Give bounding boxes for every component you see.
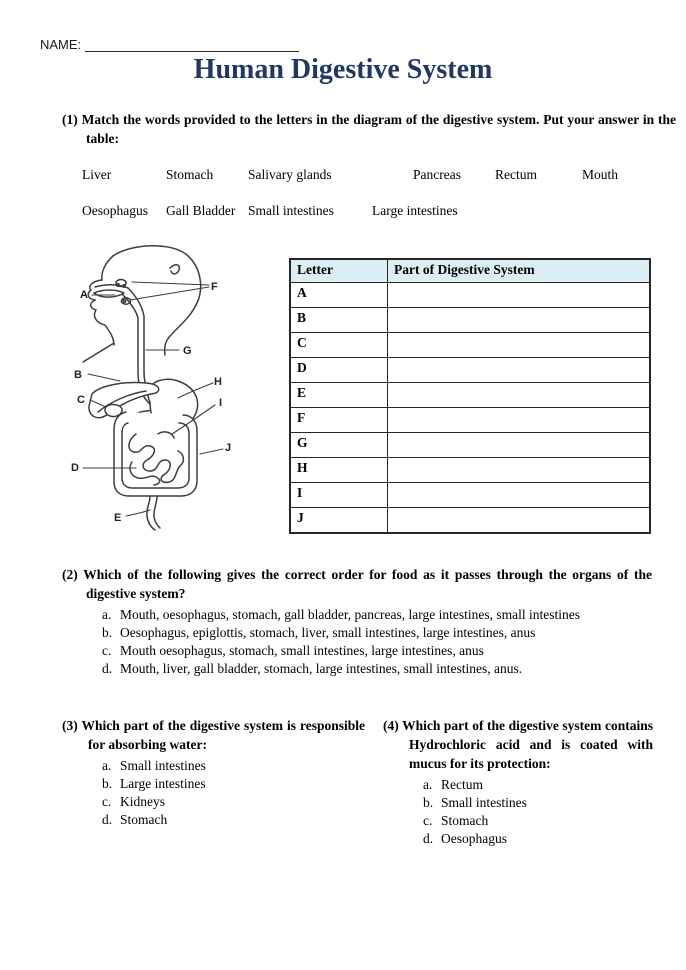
page-title: Human Digestive System (193, 54, 493, 85)
diagram-label-j: J (225, 442, 232, 454)
option-row (383, 794, 653, 812)
word-bank-item: Mouth (582, 167, 619, 182)
diagram-label-c: C (77, 394, 85, 406)
table-row (291, 433, 650, 458)
option-text: Small intestines (120, 758, 206, 773)
answer-cell[interactable] (388, 333, 650, 358)
option-row (62, 811, 365, 829)
question3-heading (62, 716, 365, 754)
option-text: Large intestines (120, 776, 206, 791)
question1-number: (1) (62, 112, 78, 127)
question2-number: (2) (62, 567, 78, 582)
question2-text: Which of the following gives the correct order for food as it passes through the organs of the digestive system? (83, 567, 652, 601)
question2-options (62, 606, 652, 678)
letter-cell: D (291, 358, 388, 383)
name-blank-line[interactable] (85, 39, 299, 52)
question3-number: (3) (62, 718, 78, 733)
question1-text: Match the words provided to the letters in the diagram of the digestive system. Put your answer in the table: (81, 112, 677, 146)
option-text: Mouth oesophagus, stomach, small intestines, large intestines, anus (120, 643, 484, 658)
letter-cell: E (291, 383, 388, 408)
table-header-part: Part of Digestive System (388, 260, 650, 283)
option-row (62, 660, 652, 678)
option-row (62, 793, 365, 811)
diagram-label-b: B (74, 369, 82, 381)
large-intestine-shape (114, 412, 197, 496)
word-bank-item: Pancreas (413, 167, 461, 182)
option-text: Small intestines (441, 795, 527, 810)
answer-cell[interactable] (388, 433, 650, 458)
question4-options (383, 776, 653, 848)
table-header-row (291, 260, 650, 283)
answer-cell[interactable] (388, 408, 650, 433)
table-row (291, 308, 650, 333)
name-label: NAME: (40, 37, 82, 52)
option-letter: d. (102, 812, 113, 827)
question3 (62, 716, 365, 829)
option-text: Oesophagus, epiglottis, stomach, liver, small intestines, large intestines, anus (120, 625, 536, 640)
option-letter: c. (423, 813, 433, 828)
letter-cell: G (291, 433, 388, 458)
table-row (291, 458, 650, 483)
question1-heading (62, 110, 676, 148)
option-letter: c. (102, 794, 112, 809)
diagram-label-i: I (219, 397, 223, 409)
letter-cell: C (291, 333, 388, 358)
option-row (62, 642, 652, 660)
answer-cell[interactable] (388, 483, 650, 508)
letter-cell: F (291, 408, 388, 433)
question4-number: (4) (383, 718, 399, 733)
table-row (291, 283, 650, 308)
answer-cell[interactable] (388, 383, 650, 408)
diagram-label-f: F (211, 281, 218, 293)
question2 (62, 565, 652, 678)
option-text: Stomach (441, 813, 489, 828)
option-letter: b. (102, 625, 113, 640)
option-letter: c. (102, 643, 112, 658)
table-row (291, 483, 650, 508)
option-row (62, 757, 365, 775)
diagram-label-e: E (114, 512, 122, 524)
letter-cell: I (291, 483, 388, 508)
letter-cell: B (291, 308, 388, 333)
option-text: Rectum (441, 777, 483, 792)
letter-cell: A (291, 283, 388, 308)
option-text: Kidneys (120, 794, 165, 809)
word-bank-item: Large intestines (372, 203, 458, 218)
question4-text: Which part of the digestive system contains Hydrochloric acid and is coated with mucus for its protection: (402, 718, 653, 771)
option-row (383, 812, 653, 830)
diagram-label-g: G (183, 345, 192, 357)
option-row (62, 775, 365, 793)
table-row (291, 358, 650, 383)
question2-heading (62, 565, 652, 603)
answer-cell[interactable] (388, 458, 650, 483)
table-row (291, 383, 650, 408)
table-row (291, 333, 650, 358)
option-letter: a. (423, 777, 433, 792)
option-row (62, 606, 652, 624)
letter-cell: H (291, 458, 388, 483)
question4 (383, 716, 653, 848)
option-row (62, 624, 652, 642)
diagram-label-a: A (80, 289, 88, 301)
diagram-label-d: D (71, 462, 79, 474)
question3-text: Which part of the digestive system is responsible for absorbing water: (81, 718, 365, 752)
option-letter: d. (423, 831, 434, 846)
table-header-letter: Letter (291, 260, 388, 283)
table-row (291, 408, 650, 433)
option-letter: b. (423, 795, 434, 810)
word-bank-item: Salivary glands (248, 167, 332, 182)
option-letter: b. (102, 776, 113, 791)
question3-options (62, 757, 365, 829)
answer-cell[interactable] (388, 358, 650, 383)
word-bank-item: Gall Bladder (166, 203, 236, 218)
word-bank-item: Oesophagus (82, 203, 148, 218)
answer-cell[interactable] (388, 308, 650, 333)
option-text: Oesophagus (441, 831, 507, 846)
answer-cell[interactable] (388, 283, 650, 308)
option-row (383, 776, 653, 794)
option-letter: d. (102, 661, 113, 676)
word-bank-item: Rectum (495, 167, 537, 182)
option-letter: a. (102, 758, 112, 773)
word-bank-item: Small intestines (248, 203, 334, 218)
word-bank-item: Stomach (166, 167, 214, 182)
diagram-label-h: H (214, 376, 222, 388)
answer-cell[interactable] (388, 508, 650, 533)
question4-heading (383, 716, 653, 773)
rectum-shape (147, 496, 160, 530)
option-text: Mouth, liver, gall bladder, stomach, large intestines, small intestines, anus. (120, 661, 523, 676)
letter-cell: J (291, 508, 388, 533)
table-row (291, 508, 650, 533)
option-text: Mouth, oesophagus, stomach, gall bladder, pancreas, large intestines, small intestines (120, 607, 580, 622)
digestive-system-diagram (58, 244, 248, 534)
option-text: Stomach (120, 812, 168, 827)
option-row (383, 830, 653, 848)
answer-table (290, 259, 650, 533)
option-letter: a. (102, 607, 112, 622)
name-line (40, 37, 299, 52)
word-bank-item: Liver (82, 167, 112, 182)
